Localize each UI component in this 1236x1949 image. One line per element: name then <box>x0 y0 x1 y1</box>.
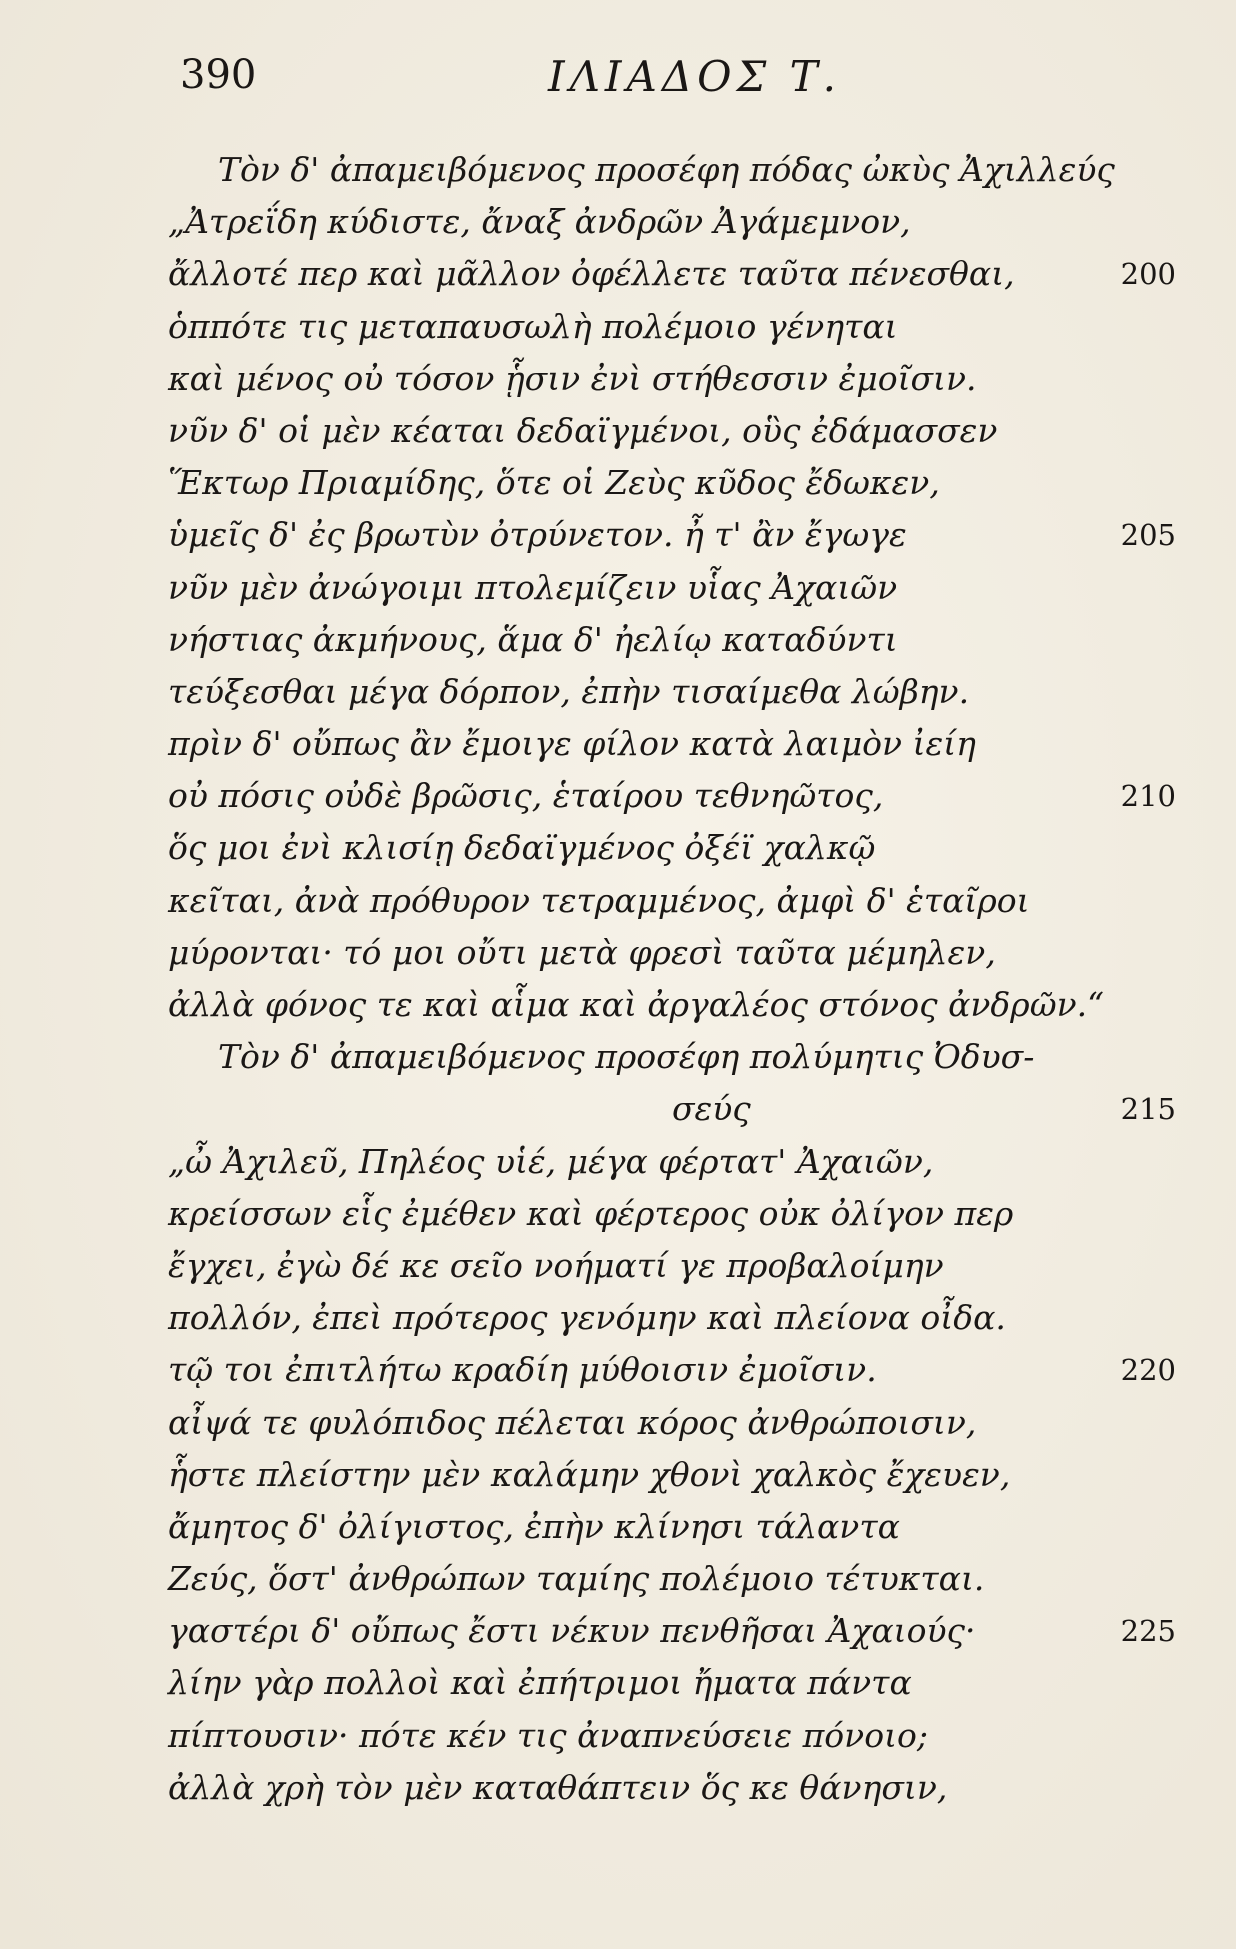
page-number: 390 <box>180 52 257 98</box>
verse-line <box>0 770 1236 822</box>
verse-text: ὑμεῖς δ' ἐς βρωτὺν ὀτρύνετον. ἦ τ' ἂν ἔγωγε <box>168 515 907 555</box>
verse-line <box>0 1292 1236 1344</box>
verse-text: ἄμητος δ' ὀλίγιστος, ἐπὴν κλίνησι τάλαντα <box>168 1506 900 1546</box>
verse-line <box>0 614 1236 666</box>
verse-text: κεῖται, ἀνὰ πρόθυρον τετραμμένος, ἀμφὶ δ' ἑταῖροι <box>168 880 1030 920</box>
verse-text: καὶ μένος οὐ τόσον ᾗσιν ἐνὶ στήθεσσιν ἐμοῖσιν. <box>168 358 977 398</box>
verse-line <box>0 718 1236 770</box>
verse-text: οὐ πόσις οὐδὲ βρῶσις, ἑταίρου τεθνηῶτος, <box>168 776 884 816</box>
verse-line <box>0 1397 1236 1449</box>
verse-text: κρείσσων εἷς ἐμέθεν καὶ φέρτερος οὐκ ὀλίγον περ <box>168 1193 1014 1233</box>
verse-text: νῦν δ' οἱ μὲν κέαται δεδαϊγμένοι, οὓς ἐδάμασσεν <box>168 410 998 450</box>
verse-line <box>0 1657 1236 1709</box>
verse-text: σεύς <box>672 1089 751 1129</box>
verse-line <box>0 1449 1236 1501</box>
running-title: ΙΛΙΑΔΟΣ Τ. <box>548 52 842 101</box>
verse-line <box>0 562 1236 614</box>
verse-text: „Ἀτρεΐδη κύδιστε, ἄναξ ἀνδρῶν Ἀγάμεμνον, <box>168 202 911 242</box>
verse-line <box>0 1031 1236 1083</box>
verse-text: πολλόν, ἐπεὶ πρότερος γενόμην καὶ πλείονα οἶδα. <box>168 1298 1006 1338</box>
line-number: 225 <box>1120 1614 1176 1649</box>
verse-text: ἧστε πλείστην μὲν καλάμην χθονὶ χαλκὸς ἔχευεν, <box>168 1454 1011 1494</box>
verse-line <box>0 301 1236 353</box>
verse-text: „ὦ Ἀχιλεῦ, Πηλέος υἱέ, μέγα φέρτατ' Ἀχαιῶν, <box>168 1141 934 1181</box>
line-number: 200 <box>1120 257 1176 292</box>
verse-text: ἀλλὰ χρὴ τὸν μὲν καταθάπτειν ὅς κε θάνησιν, <box>168 1767 948 1807</box>
verse-line <box>0 1501 1236 1553</box>
verse-line <box>0 457 1236 509</box>
verse-line <box>0 822 1236 874</box>
verse-text: αἶψά τε φυλόπιδος πέλεται κόρος ἀνθρώποισιν, <box>168 1402 977 1442</box>
verse-text: ὁππότε τις μεταπαυσωλὴ πολέμοιο γένηται <box>168 306 898 346</box>
verse-line <box>0 405 1236 457</box>
verse-line <box>0 1136 1236 1188</box>
verse-text: νήστιας ἀκμήνους, ἅμα δ' ἠελίῳ καταδύντι <box>168 619 898 659</box>
verse-line <box>0 1553 1236 1605</box>
line-number: 215 <box>1120 1092 1176 1127</box>
verse-block <box>0 144 1236 1814</box>
verse-line <box>0 1762 1236 1814</box>
verse-line <box>0 196 1236 248</box>
verse-line <box>0 875 1236 927</box>
verse-line <box>0 1083 1236 1135</box>
verse-text: τεύξεσθαι μέγα δόρπον, ἐπὴν τισαίμεθα λώβην. <box>168 671 970 711</box>
verse-text: Τὸν δ' ἀπαμειβόμενος προσέφη πόδας ὠκὺς Ἀχιλλεύς <box>218 150 1115 189</box>
line-number: 205 <box>1120 518 1176 553</box>
verse-line <box>0 353 1236 405</box>
verse-text: νῦν μὲν ἀνώγοιμι πτολεμίζειν υἷας Ἀχαιῶν <box>168 567 898 607</box>
verse-text: Ζεύς, ὅστ' ἀνθρώπων ταμίης πολέμοιο τέτυκται. <box>168 1559 985 1599</box>
verse-line <box>0 1344 1236 1396</box>
verse-text: Ἕκτωρ Πριαμίδης, ὅτε οἱ Ζεὺς κῦδος ἔδωκεν, <box>168 463 940 503</box>
line-number: 220 <box>1120 1353 1176 1388</box>
verse-line <box>0 1240 1236 1292</box>
verse-text: ἄλλοτέ περ καὶ μᾶλλον ὀφέλλετε ταῦτα πένεσθαι, <box>168 254 1015 294</box>
verse-text: ἔγχει, ἐγὼ δέ κε σεῖο νοήματί γε προβαλοίμην <box>168 1245 944 1285</box>
verse-line <box>0 666 1236 718</box>
verse-text: Τὸν δ' ἀπαμειβόμενος προσέφη πολύμητις Ὀδυσ- <box>218 1037 1035 1077</box>
line-number: 210 <box>1120 779 1176 814</box>
verse-line <box>0 144 1236 196</box>
verse-text: πρὶν δ' οὔπως ἂν ἔμοιγε φίλον κατὰ λαιμὸν ἰείη <box>168 724 976 764</box>
verse-text: μύρονται· τό μοι οὔτι μετὰ φρεσὶ ταῦτα μέμηλεν, <box>168 932 996 972</box>
verse-text: πίπτουσιν· πότε κέν τις ἀναπνεύσειε πόνοιο; <box>168 1715 929 1755</box>
verse-line <box>0 979 1236 1031</box>
verse-line <box>0 509 1236 561</box>
page-header <box>0 52 1236 112</box>
verse-text: γαστέρι δ' οὔπως ἔστι νέκυν πενθῆσαι Ἀχαιούς· <box>168 1611 976 1651</box>
verse-text: ἀλλὰ φόνος τε καὶ αἷμα καὶ ἀργαλέος στόνος ἀνδρῶν.“ <box>168 985 1105 1024</box>
verse-text: τῷ τοι ἐπιτλήτω κραδίη μύθοισιν ἐμοῖσιν. <box>168 1350 877 1390</box>
verse-line <box>0 1605 1236 1657</box>
verse-line <box>0 927 1236 979</box>
verse-line <box>0 248 1236 300</box>
verse-text: ὅς μοι ἐνὶ κλισίῃ δεδαϊγμένος ὀξέϊ χαλκῷ <box>168 828 876 868</box>
verse-line <box>0 1710 1236 1762</box>
verse-text: λίην γὰρ πολλοὶ καὶ ἐπήτριμοι ἤματα πάντα <box>168 1663 912 1703</box>
verse-line <box>0 1188 1236 1240</box>
